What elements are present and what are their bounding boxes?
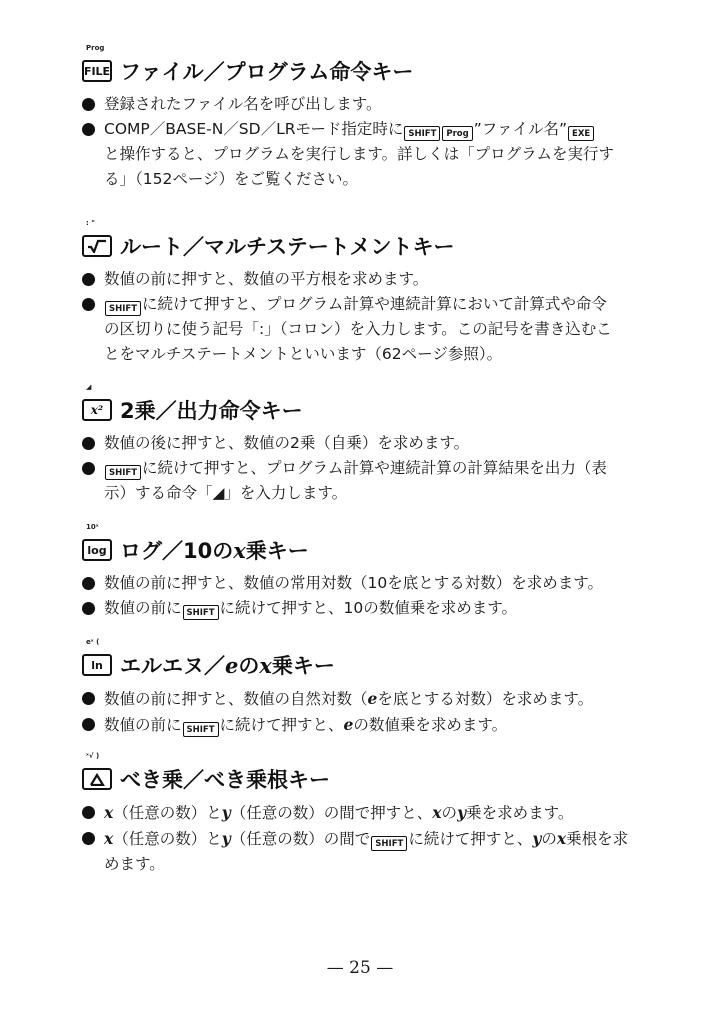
key-shift-label: ◢	[86, 383, 92, 391]
section-log-key	[82, 523, 662, 621]
page-number: — 25 —	[326, 958, 394, 978]
shift-key-mark: SHIFT	[183, 605, 219, 620]
shift-key-mark: SHIFT	[404, 126, 440, 141]
bullet-dot-icon	[82, 577, 95, 590]
log-key-icon: log	[82, 539, 112, 561]
file-key-icon: FILE	[82, 60, 112, 82]
bullet-item: x（任意の数）とy（任意の数）の間で SHIFT に続けて押すと、yのx乗根を求	[82, 826, 662, 852]
bullet-item: 数値の前に SHIFT に続けて押すと、eの数値乗を求めます。	[82, 712, 662, 738]
prog-key-mark: Prog	[442, 126, 472, 141]
bullet-item: SHIFT に続けて押すと、プログラム計算や連続計算の計算結果を出力（表	[82, 456, 662, 481]
caret-key-icon	[82, 768, 112, 790]
section-power-key	[82, 752, 662, 877]
bullet-item: x（任意の数）とy（任意の数）の間で押すと、xのy乗を求めます。	[82, 800, 662, 826]
section-square-key	[82, 383, 662, 506]
bullet-continuation: る」（152ページ）をご覧ください。	[104, 170, 359, 188]
bullet-continuation: の区切りに使う記号「:」（コロン）を入力します。この記号を書き込むこ	[104, 320, 612, 338]
bullet-dot-icon	[82, 832, 95, 845]
section-heading: ルート／マルチステートメントキー	[120, 235, 455, 259]
bullet-item: 数値の前に SHIFT に続けて押すと、10の数値乗を求めます。	[82, 596, 662, 621]
bullet-item: 数値の前に押すと、数値の常用対数（10を底とする対数）を求めます。	[82, 571, 662, 596]
exe-key-mark: EXE	[568, 126, 594, 141]
bullet-item: 数値の後に押すと、数値の2乗（自乗）を求めます。	[82, 431, 662, 456]
section-heading: ログ／10のx乗キー	[120, 538, 309, 563]
bullet-continuation: めます。	[104, 855, 165, 873]
bullet-item: SHIFT に続けて押すと、プログラム計算や連続計算において計算式や命令	[82, 292, 662, 317]
bullet-item: COMP／BASE-N／SD／LRモード指定時に SHIFT Prog ”ファイル名” EXE	[82, 117, 662, 142]
section-file-key	[82, 44, 662, 192]
bullet-dot-icon	[82, 602, 95, 615]
section-heading: ファイル／プログラム命令キー	[120, 60, 414, 84]
section-heading: べき乗／べき乗根キー	[120, 768, 330, 792]
bullet-dot-icon	[82, 718, 95, 731]
key-shift-label: eˣ (	[86, 638, 100, 646]
key-shift-label: 10ˣ	[86, 523, 99, 531]
bullet-continuation: とをマルチステートメントといいます（62ページ参照）。	[104, 345, 503, 363]
square-key-icon: x²	[82, 399, 112, 421]
bullet-dot-icon	[82, 98, 95, 111]
bullet-continuation: 示）する命令「◢」を入力します。	[104, 484, 348, 502]
bullet-item: 登録されたファイル名を呼び出します。	[82, 92, 662, 117]
bullet-item: 数値の前に押すと、数値の平方根を求めます。	[82, 267, 662, 292]
shift-key-mark: SHIFT	[183, 722, 219, 737]
shift-key-mark: SHIFT	[105, 465, 141, 480]
bullet-continuation: と操作すると、プログラムを実行します。詳しくは「プログラムを実行す	[104, 145, 614, 163]
section-heading: エルエヌ／eのx乗キー	[120, 653, 335, 678]
bullet-dot-icon	[82, 462, 95, 475]
section-sqrt-key	[82, 219, 662, 367]
ln-key-icon: ln	[82, 654, 112, 676]
section-ln-key	[82, 638, 662, 738]
bullet-dot-icon	[82, 437, 95, 450]
key-shift-label: ˣ√ )	[86, 752, 100, 760]
bullet-dot-icon	[82, 806, 95, 819]
bullet-dot-icon	[82, 692, 95, 705]
key-shift-label: Prog	[86, 44, 105, 52]
key-shift-label: : "	[86, 219, 95, 227]
shift-key-mark: SHIFT	[105, 301, 141, 316]
bullet-dot-icon	[82, 273, 95, 286]
bullet-dot-icon	[82, 298, 95, 311]
section-heading: 2乗／出力命令キー	[120, 399, 303, 423]
bullet-dot-icon	[82, 123, 95, 136]
shift-key-mark: SHIFT	[371, 836, 407, 851]
sqrt-key-icon	[82, 235, 112, 257]
bullet-item: 数値の前に押すと、数値の自然対数（eを底とする対数）を求めます。	[82, 686, 662, 712]
